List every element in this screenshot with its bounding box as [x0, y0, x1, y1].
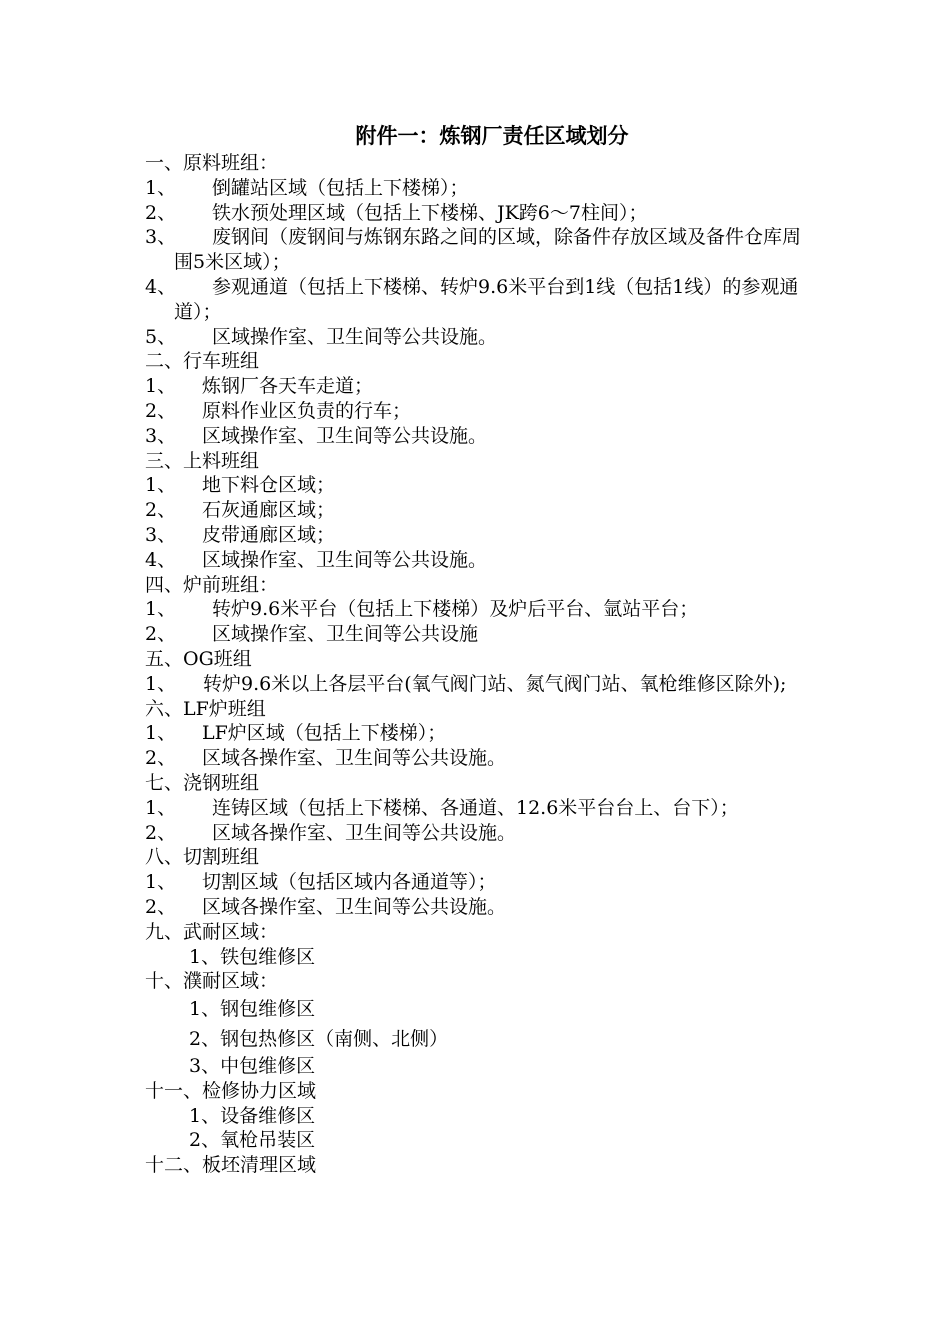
list-item	[145, 870, 815, 895]
item-number: 1、	[145, 176, 177, 199]
list-item	[145, 548, 815, 573]
item-number: 2、	[145, 201, 177, 224]
sub-item: 1、钢包维修区	[189, 998, 316, 1021]
list-item	[145, 225, 815, 275]
section-heading: 七、浇钢班组	[145, 771, 260, 794]
list-item	[145, 176, 815, 201]
item-number: 1、	[145, 871, 177, 894]
list-item	[145, 399, 815, 424]
item-text: 参观通道（包括上下楼梯、转炉9.6米平台到1线（包括1线）的参观通道）；	[174, 275, 799, 323]
section-heading: 十、濮耐区域：	[145, 970, 279, 993]
sub-item: 2、钢包热修区（南侧、北侧）	[189, 1028, 449, 1051]
list-item	[145, 597, 815, 622]
item-number: 1、	[145, 796, 177, 819]
item-text: 区域各操作室、卫生间等公共设施。	[212, 821, 517, 844]
item-number: 2、	[145, 821, 177, 844]
item-text: 区域各操作室、卫生间等公共设施。	[202, 747, 507, 770]
list-item	[145, 374, 815, 399]
item-number: 1、	[145, 474, 177, 497]
sub-item: 2、氧枪吊装区	[189, 1129, 316, 1152]
section-heading: 十一、检修协力区域	[145, 1079, 317, 1102]
item-text: 切割区域（包括区域内各通道等）；	[202, 871, 497, 894]
list-item	[145, 746, 815, 771]
item-number: 2、	[145, 499, 177, 522]
sub-item: 1、铁包维修区	[189, 945, 316, 968]
item-number: 5、	[145, 325, 177, 348]
item-text: 倒罐站区域（包括上下楼梯）；	[212, 176, 469, 199]
item-number: 2、	[145, 399, 177, 422]
item-text: 区域操作室、卫生间等公共设施。	[212, 325, 498, 348]
item-text: 铁水预处理区域（包括上下楼梯、JK跨6～7柱间）；	[212, 201, 648, 224]
list-item	[145, 424, 815, 449]
item-number: 2、	[145, 623, 177, 646]
item-number: 3、	[145, 226, 177, 249]
sub-item: 3、中包维修区	[189, 1055, 316, 1078]
section-heading: 九、武耐区域：	[145, 920, 279, 943]
section-heading: 十二、板坯清理区域	[145, 1154, 317, 1177]
section-heading: 二、行车班组	[145, 350, 260, 373]
section-heading: 八、切割班组	[145, 846, 260, 869]
item-number: 1、	[145, 722, 177, 745]
item-number: 2、	[145, 747, 177, 770]
item-number: 2、	[145, 895, 177, 918]
item-text: 皮带通廊区域；	[202, 523, 336, 546]
list-item	[145, 672, 815, 697]
list-item	[145, 325, 815, 350]
section-heading: 五、OG班组	[145, 647, 252, 670]
list-item	[145, 796, 815, 821]
list-item	[145, 622, 815, 647]
item-number: 1、	[145, 375, 177, 398]
list-item	[145, 821, 815, 846]
item-text: 区域各操作室、卫生间等公共设施。	[202, 895, 507, 918]
document	[145, 124, 815, 1178]
item-text: 地下料仓区域；	[202, 474, 336, 497]
item-number: 4、	[145, 275, 177, 298]
item-text: 区域操作室、卫生间等公共设施。	[202, 548, 488, 571]
section-heading: 四、炉前班组：	[145, 573, 279, 596]
list-item	[145, 201, 815, 226]
item-text: LF炉区域（包括上下楼梯）；	[202, 722, 447, 745]
item-number: 1、	[145, 672, 177, 695]
item-text: 转炉9.6米平台（包括上下楼梯）及炉后平台、氩站平台；	[212, 598, 699, 621]
item-text: 原料作业区负责的行车；	[202, 399, 412, 422]
item-number: 1、	[145, 598, 177, 621]
item-number: 3、	[145, 523, 177, 546]
list-item	[145, 523, 815, 548]
item-text: 区域操作室、卫生间等公共设施	[212, 623, 479, 646]
item-text: 炼钢厂各天车走道；	[202, 375, 374, 398]
sub-item: 1、设备维修区	[189, 1104, 316, 1127]
item-text: 废钢间（废钢间与炼钢东路之间的区域，除备件存放区域及备件仓库周围5米区域）；	[174, 226, 802, 274]
item-number: 3、	[145, 424, 177, 447]
item-text: 区域操作室、卫生间等公共设施。	[202, 424, 488, 447]
list-item	[145, 895, 815, 920]
list-item	[145, 473, 815, 498]
item-text: 石灰通廊区域；	[202, 499, 336, 522]
section-heading: 六、LF炉班组	[145, 697, 266, 720]
item-number: 4、	[145, 548, 177, 571]
section-heading: 一、原料班组：	[145, 152, 279, 174]
list-item	[145, 721, 815, 746]
list-item	[145, 275, 815, 325]
section-heading: 三、上料班组	[145, 449, 260, 472]
document-title: 附件一：炼钢厂责任区域划分	[355, 123, 629, 148]
list-item	[145, 498, 815, 523]
item-text: 连铸区域（包括上下楼梯、各通道、12.6米平台台上、台下）；	[212, 796, 739, 819]
item-text: 转炉9.6米以上各层平台(氧气阀门站、氮气阀门站、氧枪维修区除外);	[203, 672, 787, 695]
